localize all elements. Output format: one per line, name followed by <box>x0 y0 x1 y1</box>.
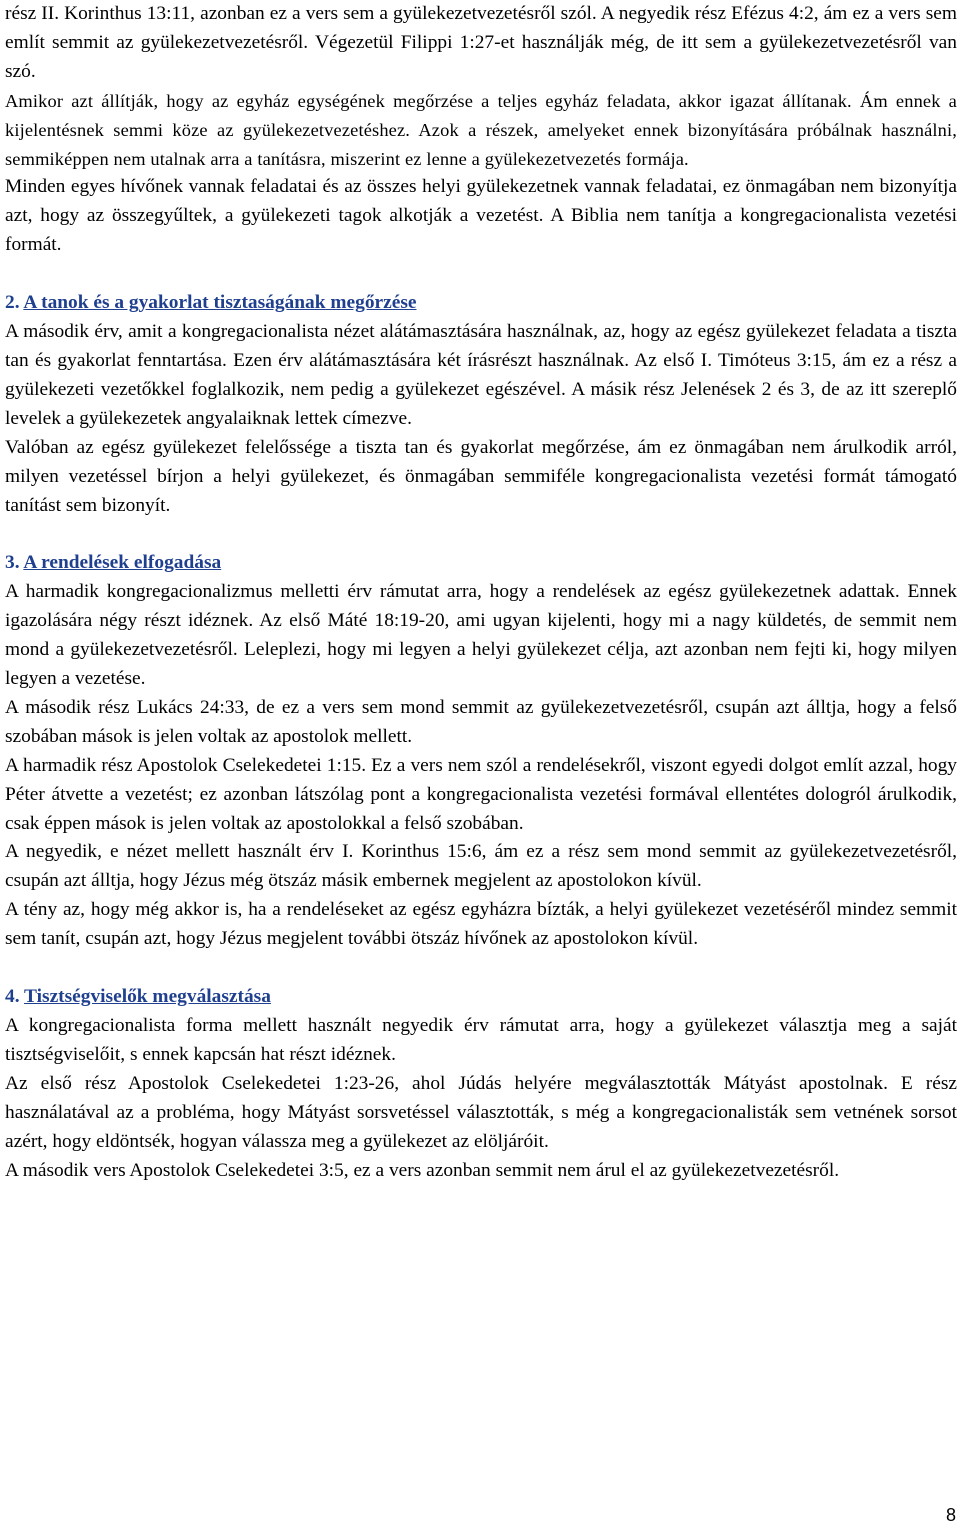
section-2-paragraph-2: Valóban az egész gyülekezet felelőssége a tiszta tan és gyakorlat megőrzése, ám ez önmagában nem árulkodik arról, milyen vezetéssel bírjon a helyi gyülekezet, és önmagában semmiféle kongregacionalista vezetési formát támogató tanítást sem bizonyít. <box>5 436 957 516</box>
section-3-paragraph-2: A második rész Lukács 24:33, de ez a vers sem mond semmit az gyülekezetvezetésről, csupán azt álltja, hogy a felső szobában mások is jelen voltak az apostolok mellett. <box>5 696 957 747</box>
section-3-paragraph-5: A tény az, hogy még akkor is, ha a rendeléseket az egész egyházra bízták, a helyi gyülekezet vezetéséről mindez semmit sem tanít, csupán azt, hogy Jézus megjelent további ötszáz hívőnek az apostolokon kívül. <box>5 899 957 950</box>
section-spacer <box>5 260 957 289</box>
section-title: A tanok és a gyakorlat tisztaságának megőrzése <box>23 292 417 314</box>
section-2-paragraph-1: A második érv, amit a kongregacionalista nézet alátámasztására használnak, az, hogy az egész gyülekezet feladata a tiszta tan és gyakorlat fenntartása. Ezen érv alátámasztására két írásrészt használnak. Az első I. Timóteus 3:15, ám ez a rész a gyülekezeti vezetőkkel foglalkozik, nem pedig a gyülekezet egészével. A másik rész Jelenések 2 és 3, de az itt szereplő levelek a gyülekezetek angyalaiknak lettek címezve. <box>5 321 957 429</box>
document-page <box>5 0 957 1185</box>
section-heading-4 <box>5 983 957 1012</box>
section-spacer <box>5 520 957 549</box>
section-heading-3 <box>5 549 957 578</box>
section-3-paragraph-1: A harmadik kongregacionalizmus melletti érv rámutat arra, hogy a rendelések az egész gyülekezetnek adattak. Ennek igazolására négy részt idéznek. Az első Máté 18:19-20, ami ugyan kijelenti, hogy mi a nagy küldetés, de semmit nem mond a gyülekezetvezetésről. Leleplezi, hogy mi legyen a helyi gyülekezet célja, azt azonban nem fejti ki, hogy milyen legyen a vezetése. <box>5 581 957 690</box>
section-number: 2. <box>5 292 20 314</box>
section-heading-2 <box>5 289 957 318</box>
page-number: 8 <box>945 1505 956 1525</box>
section-4-paragraph-1: A kongregacionalista forma mellett használt negyedik érv rámutat arra, hogy a gyülekezet választja meg a saját tisztségviselőit, s ennek kapcsán hat részt idéznek. <box>5 1015 957 1065</box>
section-number: 3. <box>5 552 20 574</box>
intro-paragraph-2: Amikor azt állítják, hogy az egyház egységének megőrzése a teljes egyház feladata, akkor igazat állítanak. Ám ennek a kijelentésnek semmi köze az gyülekezetvezetéshez. Azok a részek, amelyeket ennek bizonyítására próbálnak használni, semmiképpen nem utalnak arra a tanításra, miszerint ez lenne a gyülekezetvezetés formája. <box>5 90 957 169</box>
section-spacer <box>5 954 957 983</box>
section-number: 4. <box>5 986 20 1008</box>
section-2 <box>5 289 957 520</box>
section-3-paragraph-4: A negyedik, e nézet mellett használt érv I. Korinthus 15:6, ám ez a rész sem mond semmit az gyülekezetvezetésről, csupán azt álltja, hogy Jézus még ötszáz másik embernek megjelent az apostolokon kívül. <box>5 841 957 892</box>
intro-paragraph-1: rész II. Korinthus 13:11, azonban ez a vers sem a gyülekezetvezetésről szól. A negyedik rész Efézus 4:2, ám ez a vers sem említ semmit az gyülekezetvezetésről. Végezetül Filippi 1:27-et használják még, de itt sem a gyülekezetvezetésről van szó. <box>5 3 957 82</box>
intro-paragraph-3: Minden egyes hívőnek vannak feladatai és az összes helyi gyülekezetnek vannak feladatai, ez önmagában nem bizonyítja azt, hogy az összegyűltek, a gyülekezeti tagok alkotják a vezetést. A Biblia nem tanítja a kongregacionalista vezetési formát. <box>5 176 957 256</box>
section-title: Tisztségviselők megválasztása <box>24 986 271 1008</box>
section-4 <box>5 983 957 1185</box>
section-3 <box>5 549 957 954</box>
section-title: A rendelések elfogadása <box>23 552 222 574</box>
section-3-paragraph-3: A harmadik rész Apostolok Cselekedetei 1:15. Ez a vers nem szól a rendelésekről, viszont egyedi dolgot említ azzal, hogy Péter átvette a vezetést; ez azonban látszólag pont a kongregacionalista vezetési formával ellentétes dologról árulkodik, csak éppen mások is jelen voltak az apostolokkal a felső szobában. <box>5 754 957 834</box>
section-4-paragraph-2: Az első rész Apostolok Cselekedetei 1:23-26, ahol Júdás helyére megválasztották Mátyást apostolnak. E rész használatával az a probléma, hogy Mátyást sorsvetéssel választották, s még a kongregacionalisták sem vetnének sorsot azért, hogy eldöntsék, hogyan válassza meg a gyülekezet az elöljáróit. <box>5 1072 957 1152</box>
section-4-paragraph-3: A második vers Apostolok Cselekedetei 3:5, ez a vers azonban semmit nem árul el az gyülekezetvezetésről. <box>5 1159 840 1181</box>
